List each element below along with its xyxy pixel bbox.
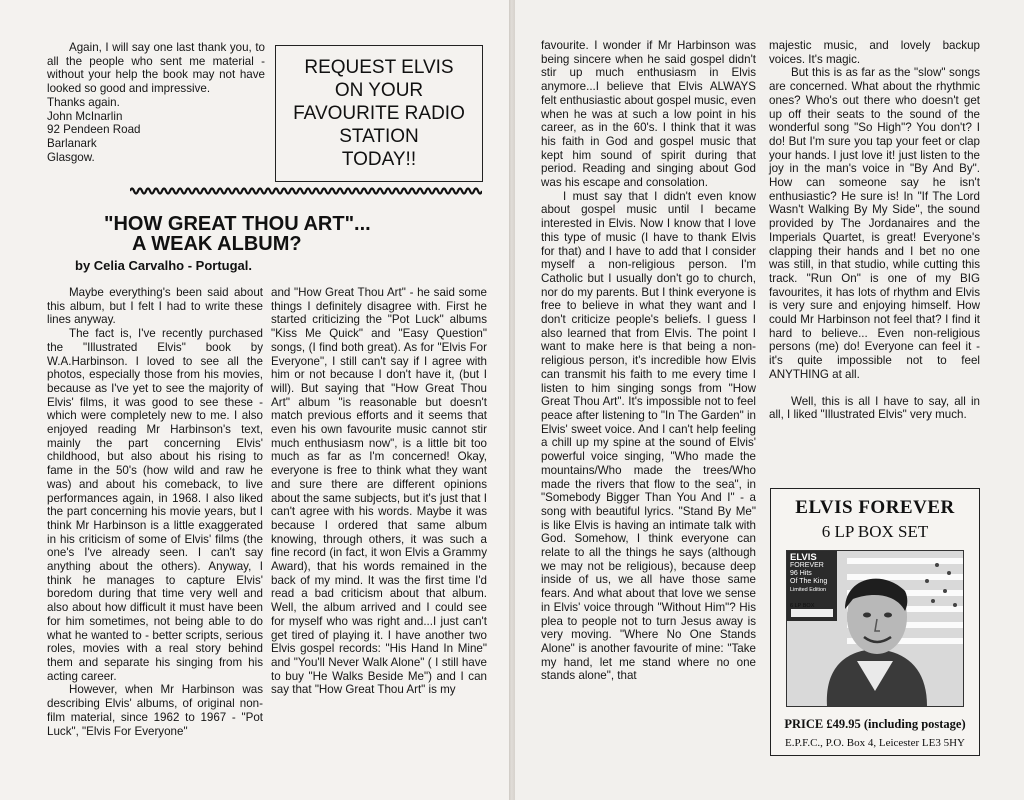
advert-address: E.P.F.C., P.O. Box 4, Leicester LE3 5HY <box>784 737 965 749</box>
letter-signoff <box>47 96 265 165</box>
cover-line: 6 LP BOX <box>790 603 815 609</box>
advert-title: ELVIS FOREVER <box>795 497 955 518</box>
advert-subtitle: 6 LP BOX SET <box>821 522 929 541</box>
article-column-3 <box>541 39 756 683</box>
article-headline <box>104 214 434 254</box>
request-line: TODAY!! <box>341 149 417 170</box>
box-set-cover-image <box>786 550 964 707</box>
request-line: REQUEST ELVIS <box>304 57 454 78</box>
cover-line: Of The King <box>790 578 828 585</box>
cover-label <box>790 554 834 610</box>
signoff-city: Glasgow. <box>47 150 95 164</box>
cover-line: FOREVER <box>790 562 824 569</box>
article-paragraph: However, when Mr Harbinson was describing Elvis' albums, of original non-film material, since 1962 to 1967 - "Pot Luck", "Elvis For Everyone" <box>47 683 263 738</box>
article-column-1 <box>47 286 263 738</box>
signoff-line: Thanks again. <box>47 95 120 109</box>
cover-line: ELVIS <box>790 552 817 563</box>
wavy-divider <box>130 184 482 198</box>
signoff-name: John McInarlin <box>47 109 123 123</box>
article-paragraph: favourite. I wonder if Mr Harbinson was being sincere when he said gospel didn't stir up much enthusiasm in Elvis anymore...I believe that Elvis ALWAYS felt enthusiastic about gospel music, even when he was at such a low point in his career, as in the 60's. I think that it was his faith in God and gospel music that kept him sound of spirit during that period. Reading and singing about God was his escape and consolation. <box>541 39 756 190</box>
article-column-4 <box>769 39 980 422</box>
article-paragraph: and "How Great Thou Art" - he said some things I definitely disagree with. First he started criticizing the "Pot Luck" albums "Kiss Me Quick" and "Easy Question" songs, (I find both great). As for "Elvis For Everyone", I still can't say if I agree with him or not because I don't have it, (but I will). But saying that "How Great Thou Art" album "is reasonable but doesn't match previous efforts and it seems that even his own favourite music cannot stir much enthusiasm now", is a little bit too much as far as I'm concerned! Okay, everyone is free to think what they want and sure there are different opinions about the same subjects, but it's just that I can't agree with his words. Maybe it was because I ordered that same album knowing, through others, it was such a fine record (in fact, it won Elvis a Grammy Award), that his words remained in the back of my mind. It was the first time I'd read a bad criticism about that album. Well, the album arrived and I could see for myself who was right and...I just can't get tired of playing it. I have another two Elvis gospel records: "His Hand In Mine" and "You'll Never Walk Alone" ( I still have to buy "He Walks Beside Me") and I can say that "How Great Thou Art" is my <box>271 286 487 697</box>
article-column-2 <box>271 286 487 697</box>
headline-line-2: A WEAK ALBUM? <box>132 233 302 255</box>
left-page <box>0 0 509 800</box>
advert-price: PRICE £49.95 (including postage) <box>784 717 966 731</box>
signoff-area: Barlanark <box>47 136 97 150</box>
request-elvis-box <box>275 45 483 182</box>
headline-line-1: "HOW GREAT THOU ART"... <box>104 213 371 235</box>
cover-line: Limited Edition <box>790 587 827 593</box>
cover-line: 96 Hits <box>790 570 812 577</box>
article-byline: by Celia Carvalho - Portugal. <box>75 258 252 273</box>
article-paragraph: Maybe everything's been said about this album, but I felt I had to write these lines anyway. <box>47 286 263 327</box>
reader-letter <box>47 41 265 164</box>
signoff-street: 92 Pendeen Road <box>47 123 141 137</box>
right-page <box>515 0 1024 800</box>
article-paragraph: majestic music, and lovely backup voices. It's magic. <box>769 39 980 66</box>
article-paragraph: Well, this is all I have to say, all in all, I liked "Illustrated Elvis" very much. <box>769 394 980 422</box>
article-paragraph: I must say that I didn't even know about gospel music until I became interested in Elvis. Now I know that I love this type of music (I have to thank Elvis for that) and I have to add that I consider myself a non-religious person. I'm Catholic but I usually don't go to church, nor do my parents. But I think everyone is free to believe in what they want and I don't criticize people's beliefs. I guess I also learned that from Elvis. The point I want to make here is that being a non-religious person, it's incredible how Elvis can transmit his faith to me every time I listen to him singing songs from "How Great Thou Art". It's impossible not to feel peace after listening to "In The Garden" in Elvis' sweet voice. And I can't help feeling a chill up my spine at the sound of Elvis' powerful voice singing, "Who made the mountains/Who made the trees/Who made the rivers that flow to the sea", in "Somebody Bigger Than You And I" - a song with beautiful lyrics. "Stand By Me" is like Elvis is having an intimate talk with God. Somehow, I think everyone can relate to all the things he says (although we may not be religious), because deep inside of us, we all have those same fears. And what about that love we sense in Elvis' voice through "Without Him"? His plea to people not to turn Jesus away is very moving. "Where No One Stands Alone" is another favourite of mine: "Take my hand, let me stand where no one stands alone", that <box>541 189 756 683</box>
request-line: ON YOUR <box>334 80 424 101</box>
request-line: FAVOURITE RADIO <box>293 103 465 124</box>
box-set-advert <box>770 488 980 756</box>
article-paragraph: The fact is, I've recently purchased the "Illustrated Elvis" book by W.A.Harbinson. I loved to see all the photos, especially those from his movies, because as I've yet to see the majority of Elvis' films, it was good to see these - which were completely new to me. I also enjoyed reading Mr Harbinson's text, mainly the part concerning Elvis' childhood, but also about his rising to fame in the 50's (how wild and raw he was) and about his comeback, to live performances again, in 1968. I also liked the part concerning his movie years, but I think Mr Harbinson is a little exaggerated in his criticism of some of Elvis' films (the one's I've already seen. I can't say anything about the others). Anyway, I think he manages to capture Elvis' boredom during that time very well and also about how difficult it must have been for him sometimes, not being able to do what he wanted to - better scripts, serious roles, movies with a real story behind them and separate his singing from his acting career. <box>47 327 263 683</box>
letter-paragraph: Again, I will say one last thank you, to all the people who sent me material - without your help the book may not have looked so good and impressive. <box>47 41 265 96</box>
article-paragraph: But this is as far as the "slow" songs are concerned. What about the rhythmic ones? Who's out there who doesn't get up off their seats to the sound of the wonderful song "So High"? You don't? I do! But I'm sure you tap your feet or clap your hands. I just love it! just listen to the joy in the man's voice in "By And By". How can someone say he isn't enthusiastic? He sure is! In "If The Lord Wasn't Walking By My Side", the sound provided by The Jordanaires and the Imperials Quartet, is great! Everyone's clapping their hands and I bet no one was still, in that studio, while cutting this track. "Run On" is one of my BIG favourites, it has lots of rhythm and Elvis is very sure and enjoying himself. How could Mr Harbinson not feel that? I find it hard to believe... Even non-religious persons (me) do! Everyone can feel it - it's quite impossible not to feel ANYTHING at all. <box>769 66 980 381</box>
request-line: STATION <box>339 126 419 147</box>
